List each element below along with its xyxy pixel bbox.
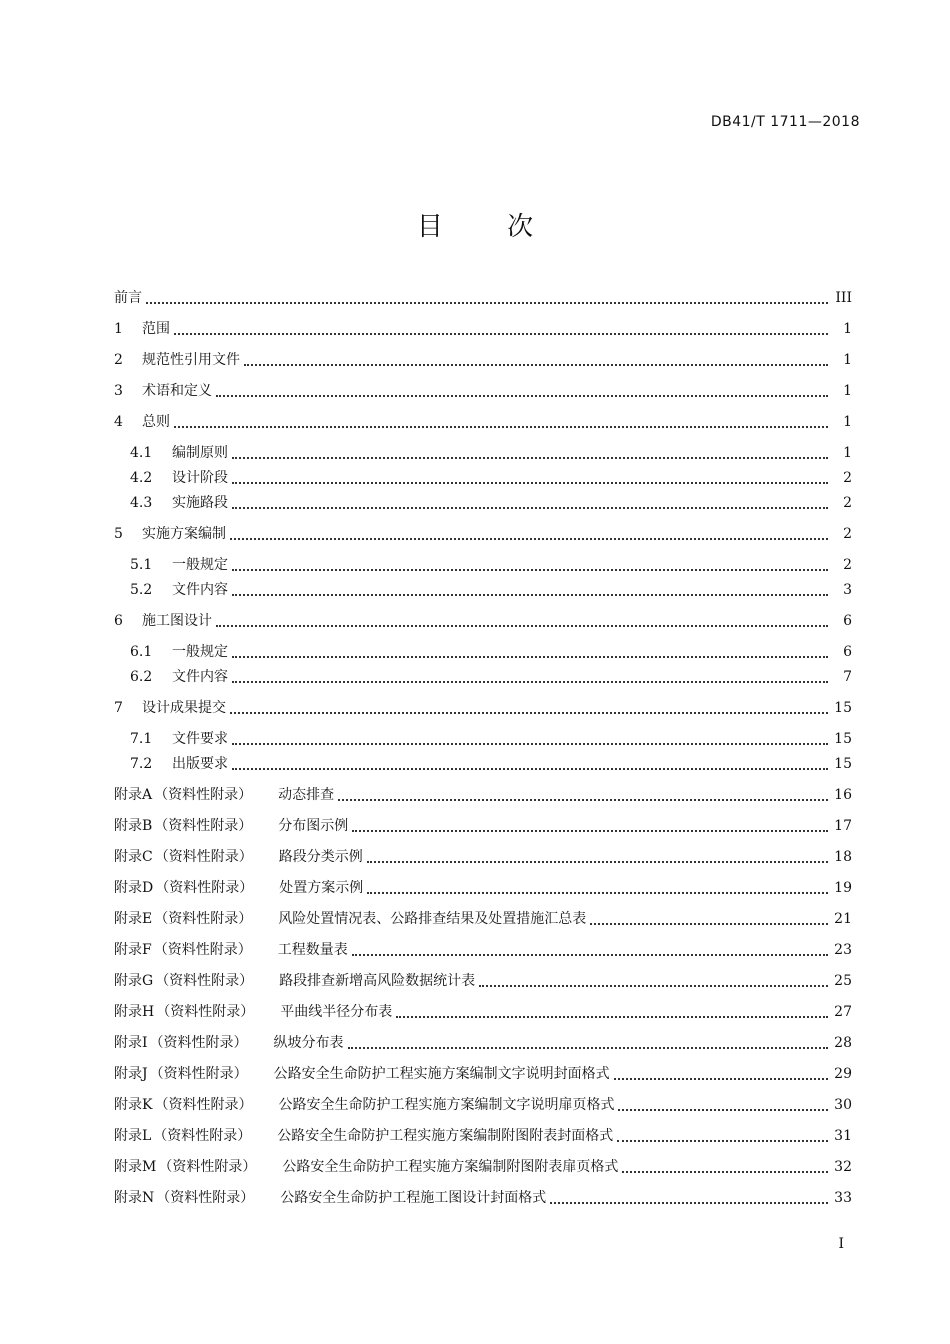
toc-entry-number: 5.2 (130, 582, 153, 598)
toc-entry-title: 规范性引用文件 (142, 352, 240, 368)
toc-entry-page: 15 (834, 731, 852, 747)
toc-dot-leader (232, 655, 828, 658)
toc-entry[interactable] (114, 491, 852, 513)
toc-entry[interactable] (114, 969, 852, 991)
toc-entry-title: 风险处置情况表、公路排查结果及处置措施汇总表 (278, 911, 587, 927)
toc-entry-page: 2 (843, 526, 852, 542)
toc-entry-title: 公路安全生命防护工程实施方案编制文字说明扉页格式 (278, 1097, 615, 1113)
toc-entry-number: 2 (114, 352, 123, 368)
toc-entry-heading (114, 667, 228, 687)
toc-entry-number: 附录F (114, 942, 152, 958)
toc-entry-page: 1 (843, 414, 852, 430)
toc-entry-page: 25 (834, 973, 852, 989)
toc-dot-leader (232, 481, 828, 484)
toc-entry-page: 33 (834, 1190, 852, 1206)
toc-entry-page: 32 (834, 1159, 852, 1175)
toc-entry-heading (114, 1002, 392, 1022)
toc-entry[interactable] (114, 1124, 852, 1146)
toc-dot-leader (232, 680, 828, 683)
toc-dot-leader (338, 798, 828, 801)
toc-entry-heading (114, 878, 363, 898)
toc-entry-title: 施工图设计 (142, 613, 212, 629)
page-title (0, 206, 950, 243)
toc-entry[interactable] (114, 348, 852, 370)
toc-entry[interactable] (114, 1186, 852, 1208)
toc-dot-leader (367, 891, 828, 894)
toc-entry-annex-type: （资料性附录） (154, 818, 253, 834)
toc-dot-leader (618, 1108, 828, 1111)
toc-dot-leader (216, 394, 828, 397)
toc-entry-page: 1 (843, 445, 852, 461)
toc-entry-number: 附录G (114, 973, 154, 989)
toc-entry-title: 路段排查新增高风险数据统计表 (279, 973, 476, 989)
toc-entry-title: 一般规定 (172, 557, 228, 573)
toc-dot-leader (352, 953, 828, 956)
toc-entry-title: 处置方案示例 (279, 880, 364, 896)
toc-entry-heading (114, 1157, 618, 1177)
toc-entry-title: 范围 (142, 321, 170, 337)
toc-entry-number: 5 (114, 526, 123, 542)
toc-entry-page: 15 (834, 700, 852, 716)
toc-entry-heading (114, 754, 228, 774)
toc-entry-number: 附录E (114, 911, 153, 927)
toc-entry[interactable] (114, 1062, 852, 1084)
toc-entry[interactable] (114, 938, 852, 960)
toc-entry-page: 30 (834, 1097, 852, 1113)
page-number: I (838, 1236, 844, 1252)
toc-entry-number: 6.1 (130, 644, 153, 660)
toc-entry-number: 附录L (114, 1128, 152, 1144)
standard-code: DB41/T 1711—2018 (710, 114, 860, 130)
toc-entry-heading (114, 381, 212, 401)
toc-entry-title: 出版要求 (172, 756, 228, 772)
toc-entry-title: 路段分类示例 (278, 849, 363, 865)
toc-dot-leader (348, 1046, 828, 1049)
toc-entry[interactable] (114, 752, 852, 774)
toc-entry-title: 文件内容 (172, 582, 228, 598)
toc-entry[interactable] (114, 1093, 852, 1115)
toc-entry-page: 7 (843, 669, 852, 685)
toc-entry-heading (114, 1095, 614, 1115)
toc-entry-heading (114, 555, 228, 575)
toc-entry[interactable] (114, 665, 852, 687)
toc-entry-annex-type: （资料性附录） (154, 1097, 253, 1113)
toc-entry[interactable] (114, 466, 852, 488)
toc-entry-title: 文件要求 (172, 731, 228, 747)
toc-entry-number: 4 (114, 414, 123, 430)
toc-entry-number: 附录N (114, 1190, 155, 1206)
toc-dot-leader (174, 332, 828, 335)
toc-dot-leader (614, 1077, 828, 1080)
toc-entry-number: 4.1 (130, 445, 153, 461)
toc-entry-title: 实施方案编制 (142, 526, 226, 542)
toc-entry-page: 2 (843, 557, 852, 573)
toc-entry[interactable] (114, 845, 852, 867)
toc-entry-page: 6 (843, 613, 852, 629)
toc-entry-number: 附录J (114, 1066, 148, 1082)
toc-entry[interactable] (114, 1031, 852, 1053)
toc-entry-annex-type: （资料性附录） (154, 787, 253, 803)
toc-entry-number: 附录K (114, 1097, 153, 1113)
toc-entry[interactable] (114, 410, 852, 432)
toc-dot-leader (232, 742, 828, 745)
toc-entry-heading (114, 785, 334, 805)
toc-entry-title: 实施路段 (172, 495, 228, 511)
toc-entry-annex-type: （资料性附录） (156, 1190, 255, 1206)
toc-entry-number: 5.1 (130, 557, 153, 573)
toc-entry-number: 附录A (114, 787, 153, 803)
toc-entry-page: 2 (843, 495, 852, 511)
toc-entry-number: 4.2 (130, 470, 153, 486)
toc-entry-page: III (835, 290, 852, 306)
toc-entry[interactable] (114, 876, 852, 898)
toc-entry-page: 19 (834, 880, 852, 896)
toc-entry-page: 1 (843, 321, 852, 337)
toc-entry-heading (114, 816, 348, 836)
toc-entry-heading (114, 319, 170, 339)
toc-entry-page: 3 (843, 582, 852, 598)
toc-entry-annex-type: （资料性附录） (153, 942, 252, 958)
toc-entry-page: 31 (834, 1128, 852, 1144)
toc-entry-annex-type: （资料性附录） (158, 1159, 257, 1175)
toc-entry[interactable] (114, 317, 852, 339)
toc-entry-title: 公路安全生命防护工程实施方案编制附图附表扉页格式 (282, 1159, 619, 1175)
toc-entry-title: 编制原则 (172, 445, 228, 461)
toc-entry-title: 动态排查 (278, 787, 335, 803)
toc-entry-number: 附录H (114, 1004, 155, 1020)
toc-entry-heading (114, 971, 475, 991)
toc-dot-leader (216, 624, 828, 627)
toc-entry-heading (114, 940, 348, 960)
toc-entry-annex-type: （资料性附录） (154, 849, 253, 865)
toc-entry-number: 3 (114, 383, 123, 399)
toc-dot-leader (352, 829, 828, 832)
toc-entry-page: 23 (834, 942, 852, 958)
toc-dot-leader (617, 1139, 828, 1142)
toc-dot-leader (232, 568, 828, 571)
toc-entry[interactable] (114, 814, 852, 836)
toc-entry-annex-type: （资料性附录） (156, 1004, 255, 1020)
toc-entry-number: 附录C (114, 849, 153, 865)
toc-entry[interactable] (114, 1000, 852, 1022)
toc-dot-leader (232, 767, 828, 770)
toc-entry-heading (114, 611, 212, 631)
toc-entry[interactable] (114, 286, 852, 308)
toc-entry-page: 6 (843, 644, 852, 660)
toc-entry-page: 1 (843, 383, 852, 399)
title-char: 目 (416, 212, 443, 242)
toc-entry-number: 6 (114, 613, 123, 629)
toc-entry-number: 7.2 (130, 756, 153, 772)
toc-entry-number: 7.1 (130, 731, 153, 747)
toc-entry-title: 文件内容 (172, 669, 228, 685)
toc-entry-heading (114, 468, 228, 488)
toc-entry-heading (114, 350, 240, 370)
toc-entry-title: 平曲线半径分布表 (280, 1004, 393, 1020)
title-char: 次 (507, 212, 534, 242)
toc-entry[interactable] (114, 696, 852, 718)
toc-entry-heading (114, 1064, 610, 1084)
toc-entry-title: 术语和定义 (142, 383, 212, 399)
toc-dot-leader (232, 456, 828, 459)
toc-entry[interactable] (114, 553, 852, 575)
toc-entry-heading (114, 443, 228, 463)
toc-entry-page: 16 (834, 787, 852, 803)
toc-entry-page: 27 (834, 1004, 852, 1020)
toc-entry[interactable] (114, 727, 852, 749)
toc-entry-heading (114, 1188, 546, 1208)
toc-entry-heading (114, 698, 226, 718)
toc-entry-heading (114, 412, 170, 432)
toc-entry[interactable] (114, 578, 852, 600)
toc-dot-leader (550, 1201, 828, 1204)
toc-entry-heading (114, 493, 228, 513)
toc-entry-heading (114, 729, 228, 749)
toc-entry-number: 附录D (114, 880, 154, 896)
toc-entry-number: 4.3 (130, 495, 153, 511)
toc-entry-number: 附录M (114, 1159, 157, 1175)
toc-entry-page: 17 (834, 818, 852, 834)
toc-entry-heading (114, 909, 586, 929)
toc-entry[interactable] (114, 640, 852, 662)
toc-entry[interactable] (114, 609, 852, 631)
toc-entry-heading (114, 1126, 613, 1146)
toc-dot-leader (479, 984, 828, 987)
toc-entry-page: 29 (834, 1066, 852, 1082)
toc-entry-annex-type: （资料性附录） (155, 973, 254, 989)
toc-entry-title: 前言 (114, 290, 142, 306)
toc-entry[interactable] (114, 783, 852, 805)
toc-dot-leader (146, 301, 828, 304)
toc-entry-heading (114, 847, 363, 867)
toc-entry-title: 分布图示例 (278, 818, 349, 834)
toc-dot-leader (622, 1170, 828, 1173)
toc-entry-heading (114, 1033, 344, 1053)
toc-entry-title: 设计阶段 (172, 470, 228, 486)
toc-dot-leader (244, 363, 828, 366)
toc-entry-page: 28 (834, 1035, 852, 1051)
toc-entry[interactable] (114, 379, 852, 401)
toc-entry-heading (114, 580, 228, 600)
toc-entry-page: 18 (834, 849, 852, 865)
toc-entry[interactable] (114, 441, 852, 463)
toc-entry-heading (114, 642, 228, 662)
toc-entry-heading (114, 524, 226, 544)
toc-entry-title: 总则 (142, 414, 170, 430)
toc-entry-annex-type: （资料性附录） (154, 911, 253, 927)
toc-entry[interactable] (114, 522, 852, 544)
toc-entry-page: 15 (834, 756, 852, 772)
toc-entry-page: 2 (843, 470, 852, 486)
toc-entry-title: 公路安全生命防护工程施工图设计封面格式 (280, 1190, 547, 1206)
toc-entry-number: 附录B (114, 818, 153, 834)
toc-entry-annex-type: （资料性附录） (149, 1066, 248, 1082)
toc-entry-annex-type: （资料性附录） (149, 1035, 248, 1051)
toc-dot-leader (396, 1015, 828, 1018)
toc-entry-number: 附录I (114, 1035, 148, 1051)
toc-entry-title: 设计成果提交 (142, 700, 226, 716)
toc-dot-leader (174, 425, 828, 428)
toc-entry-title: 公路安全生命防护工程实施方案编制附图附表封面格式 (277, 1128, 614, 1144)
toc-dot-leader (590, 922, 828, 925)
toc-entry-annex-type: （资料性附录） (153, 1128, 252, 1144)
toc-entry-number: 1 (114, 321, 123, 337)
toc-dot-leader (232, 506, 828, 509)
toc-entry-title: 工程数量表 (277, 942, 348, 958)
toc-entry-page: 1 (843, 352, 852, 368)
toc-dot-leader (230, 537, 828, 540)
toc-dot-leader (367, 860, 828, 863)
toc-dot-leader (232, 593, 828, 596)
toc-dot-leader (230, 711, 828, 714)
toc-entry-heading (114, 288, 142, 308)
toc-entry-page: 21 (834, 911, 852, 927)
toc-entry-number: 6.2 (130, 669, 153, 685)
toc-entry-title: 纵坡分布表 (273, 1035, 344, 1051)
toc-entry[interactable] (114, 907, 852, 929)
toc-entry-annex-type: （资料性附录） (155, 880, 254, 896)
toc-entry-title: 公路安全生命防护工程实施方案编制文字说明封面格式 (273, 1066, 610, 1082)
toc-entry-number: 7 (114, 700, 123, 716)
toc-entry-title: 一般规定 (172, 644, 228, 660)
toc-entry[interactable] (114, 1155, 852, 1177)
